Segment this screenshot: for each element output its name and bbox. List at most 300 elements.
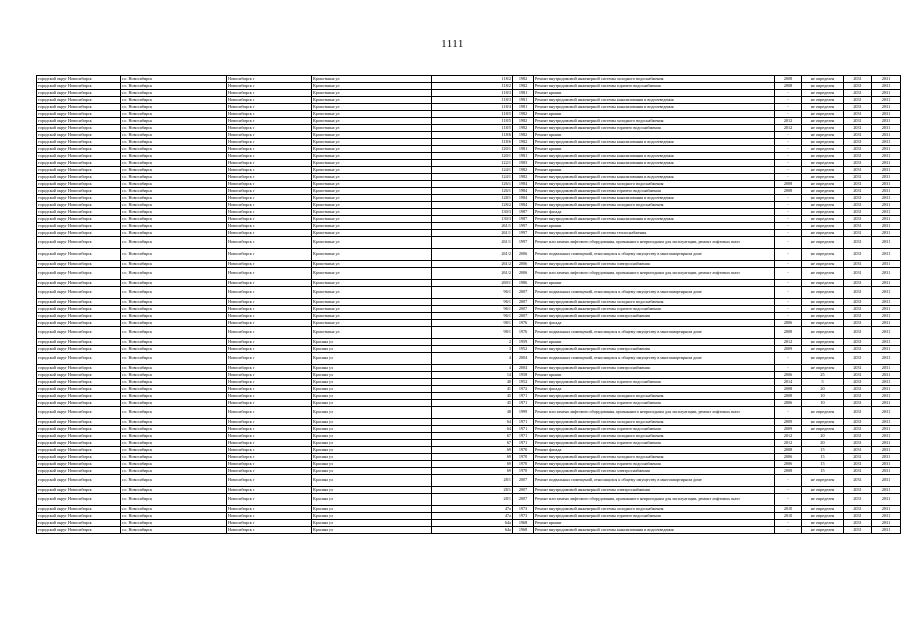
cell-okrug: городской округ Новосибирск [37,97,121,104]
table-row [37,327,901,339]
cell-settlement: г.о. Новосибирск [121,181,227,188]
cell-last-repair-year: - [775,90,802,97]
cell-work-type: Ремонт подвальных помещений, относящихся к общему имуществу в многоквартирном доме [534,327,775,339]
cell-build-year: 1971 [513,400,534,407]
cell-wear: не определен [802,216,844,223]
cell-street: Красина ул [312,372,432,379]
table-row [37,433,901,440]
cell-plan-year-end: 2031 [872,280,901,287]
cell-house: 261/2 [432,261,513,268]
cell-street: Кропоткина ул [312,223,432,230]
cell-settlement: г.о. Новосибирск [121,90,227,97]
cell-okrug: городской округ Новосибирск [37,393,121,400]
cell-build-year: 1971 [513,419,534,426]
cell-street: Красина ул [312,339,432,346]
cell-last-repair-year: 2012 [775,125,802,132]
cell-plan-year-end: 2031 [872,393,901,400]
cell-house: 120/1 [432,146,513,153]
cell-build-year: 2007 [513,494,534,506]
cell-plan-year-end: 2031 [872,447,901,454]
cell-build-year: 1982 [513,118,534,125]
cell-street: Кропоткина ул [312,202,432,209]
cell-work-type: Ремонт крыши [534,146,775,153]
cell-wear: не определен [802,475,844,487]
table-row [37,153,901,160]
cell-okrug: городской округ Новосибирск [37,146,121,153]
cell-city: Новосибирск г [227,426,312,433]
cell-build-year: 1981 [513,153,534,160]
cell-okrug: городской округ Новосибирск [37,320,121,327]
cell-city: Новосибирск г [227,230,312,237]
cell-okrug: городской округ Новосибирск [37,287,121,299]
cell-wear: не определен [802,202,844,209]
cell-street: Красина ул [312,353,432,365]
cell-last-repair-year: 2008 [775,393,802,400]
cell-house: 64 [432,426,513,433]
cell-house: 4 [432,353,513,365]
cell-city: Новосибирск г [227,327,312,339]
cell-wear: не определен [802,327,844,339]
cell-street: Кропоткина ул [312,268,432,280]
cell-plan-year-start: 2031 [844,440,872,447]
cell-city: Новосибирск г [227,111,312,118]
cell-plan-year-end: 2031 [872,520,901,527]
cell-plan-year-end: 2031 [872,181,901,188]
cell-okrug: городской округ Новосибирск [37,513,121,520]
cell-plan-year-end: 2031 [872,454,901,461]
cell-build-year: 1958 [513,372,534,379]
cell-work-type: Ремонт внутридомовой инженерной системы электроснабжения [534,313,775,320]
cell-settlement: г.о. Новосибирск [121,313,227,320]
cell-house: 261/1 [432,223,513,230]
cell-work-type: Ремонт внутридомовой инженерной системы холодного водоснабжения [534,454,775,461]
cell-okrug: городской округ Новосибирск [37,118,121,125]
cell-work-type: Ремонт внутридомовой инженерной системы холодного водоснабжения [534,299,775,306]
cell-settlement: г.о. Новосибирск [121,400,227,407]
cell-city: Новосибирск г [227,365,312,372]
cell-work-type: Ремонт крыши [534,520,775,527]
cell-house: 47а [432,506,513,513]
cell-city: Новосибирск г [227,475,312,487]
cell-plan-year-end: 2031 [872,97,901,104]
cell-last-repair-year: 2008 [775,468,802,475]
cell-street: Кропоткина ул [312,174,432,181]
cell-plan-year-start: 2031 [844,320,872,327]
cell-settlement: г.о. Новосибирск [121,527,227,534]
cell-work-type: Ремонт или замена лифтового оборудования, признанного непригодным для эксплуатации, ремонт лифтовых шахт [534,494,775,506]
cell-okrug: городской округ Новосибирск [37,209,121,216]
cell-build-year: 2004 [513,353,534,365]
cell-okrug: городской округ Новосибирск [37,195,121,202]
page-number: 1111 [441,38,464,50]
cell-work-type: Ремонт крыши [534,339,775,346]
cell-okrug: городской округ Новосибирск [37,407,121,419]
cell-wear: не определен [802,209,844,216]
table-row [37,365,901,372]
cell-plan-year-end: 2031 [872,433,901,440]
cell-plan-year-end: 2031 [872,419,901,426]
cell-street: Кропоткина ул [312,216,432,223]
cell-settlement: г.о. Новосибирск [121,306,227,313]
cell-work-type: Ремонт фасада [534,386,775,393]
cell-okrug: городской округ Новосибирск [37,468,121,475]
cell-plan-year-start: 2031 [844,195,872,202]
cell-last-repair-year: 2006 [775,461,802,468]
cell-plan-year-start: 2031 [844,447,872,454]
table-row [37,513,901,520]
cell-last-repair-year: 2009 [775,426,802,433]
cell-build-year: 2004 [513,365,534,372]
cell-street: Кропоткина ул [312,104,432,111]
cell-plan-year-start: 2031 [844,407,872,419]
cell-settlement: г.о. Новосибирск [121,433,227,440]
cell-work-type: Ремонт внутридомовой инженерной системы горячего водоснабжения [534,400,775,407]
cell-work-type: Ремонт внутридомовой инженерной системы холодного водоснабжения [534,118,775,125]
cell-street: Кропоткина ул [312,181,432,188]
cell-house: 28/1 [432,475,513,487]
cell-wear: не определен [802,339,844,346]
cell-last-repair-year: - [775,287,802,299]
cell-last-repair-year: 2012 [775,440,802,447]
cell-settlement: г.о. Новосибирск [121,372,227,379]
cell-plan-year-end: 2031 [872,339,901,346]
cell-plan-year-start: 2031 [844,468,872,475]
cell-work-type: Ремонт внутридомовой инженерной системы холодного водоснабжения [534,506,775,513]
cell-street: Красина ул [312,400,432,407]
cell-okrug: городской округ Новосибирск [37,527,121,534]
table-row [37,209,901,216]
cell-house: 2 [432,339,513,346]
cell-plan-year-end: 2031 [872,426,901,433]
cell-plan-year-start: 2031 [844,132,872,139]
cell-plan-year-end: 2031 [872,209,901,216]
cell-okrug: городской округ Новосибирск [37,339,121,346]
cell-city: Новосибирск г [227,249,312,261]
cell-okrug: городской округ Новосибирск [37,188,121,195]
cell-city: Новосибирск г [227,433,312,440]
cell-last-repair-year: 2008 [775,447,802,454]
cell-plan-year-start: 2031 [844,313,872,320]
table-row [37,132,901,139]
cell-plan-year-start: 2031 [844,104,872,111]
cell-build-year: 1976 [513,327,534,339]
cell-settlement: г.о. Новосибирск [121,365,227,372]
cell-plan-year-end: 2031 [872,261,901,268]
cell-okrug: городской округ Новосибирск [37,167,121,174]
cell-plan-year-start: 2031 [844,209,872,216]
cell-last-repair-year: 2008 [775,181,802,188]
cell-house: 96/1 [432,287,513,299]
cell-house: 64а [432,527,513,534]
cell-settlement: г.о. Новосибирск [121,76,227,83]
cell-plan-year-start: 2031 [844,494,872,506]
cell-plan-year-end: 2031 [872,346,901,353]
cell-city: Новосибирск г [227,379,312,386]
table-row [37,167,901,174]
table-row [37,407,901,419]
cell-plan-year-start: 2031 [844,299,872,306]
cell-last-repair-year: 2008 [775,76,802,83]
cell-settlement: г.о. Новосибирск [121,160,227,167]
table-row [37,313,901,320]
cell-street: Кропоткина ул [312,167,432,174]
cell-last-repair-year: - [775,487,802,494]
cell-plan-year-start: 2031 [844,506,872,513]
table-row [37,237,901,249]
cell-house: 67 [432,433,513,440]
cell-work-type: Ремонт внутридомовой инженерной системы электроснабжения [534,365,775,372]
cell-house: 126/1 [432,181,513,188]
cell-street: Красина ул [312,487,432,494]
cell-house: 3 [432,346,513,353]
cell-okrug: городской округ Новосибирск [37,153,121,160]
cell-okrug: городской округ Новосибирск [37,83,121,90]
cell-build-year: 1997 [513,237,534,249]
cell-build-year: 1982 [513,76,534,83]
table-row [37,97,901,104]
cell-city: Новосибирск г [227,386,312,393]
cell-last-repair-year: - [775,230,802,237]
cell-city: Новосибирск г [227,268,312,280]
cell-plan-year-end: 2031 [872,287,901,299]
cell-house: 69 [432,447,513,454]
table-row [37,261,901,268]
cell-settlement: г.о. Новосибирск [121,287,227,299]
cell-plan-year-start: 2031 [844,261,872,268]
cell-last-repair-year: - [775,527,802,534]
cell-plan-year-start: 2031 [844,487,872,494]
cell-street: Кропоткина ул [312,97,432,104]
cell-plan-year-end: 2031 [872,160,901,167]
cell-work-type: Ремонт внутридомовой инженерной системы канализования и водоотведения [534,174,775,181]
cell-plan-year-start: 2031 [844,379,872,386]
cell-build-year: 1983 [513,160,534,167]
cell-okrug: городской округ Новосибирск [37,125,121,132]
cell-plan-year-start: 2031 [844,513,872,520]
cell-house: 118/2 [432,76,513,83]
cell-plan-year-end: 2031 [872,372,901,379]
cell-wear: не определен [802,268,844,280]
table-row [37,76,901,83]
cell-wear: не определен [802,111,844,118]
cell-work-type: Ремонт внутридомовой инженерной системы канализования и водоотведения [534,160,775,167]
cell-city: Новосибирск г [227,167,312,174]
cell-build-year: 2007 [513,475,534,487]
cell-build-year: 1968 [513,527,534,534]
cell-city: Новосибирск г [227,468,312,475]
table-row [37,487,901,494]
cell-last-repair-year: - [775,216,802,223]
cell-settlement: г.о. Новосибирск [121,125,227,132]
cell-last-repair-year: - [775,139,802,146]
cell-okrug: городской округ Новосибирск [37,202,121,209]
cell-house: 98/1 [432,327,513,339]
cell-house: 261/1 [432,237,513,249]
cell-plan-year-end: 2031 [872,153,901,160]
cell-wear: не определен [802,280,844,287]
table-row [37,125,901,132]
cell-city: Новосибирск г [227,90,312,97]
cell-wear: не определен [802,139,844,146]
cell-last-repair-year: 2010 [775,506,802,513]
cell-house: 96/1 [432,299,513,306]
cell-last-repair-year: 2006 [775,454,802,461]
cell-work-type: Ремонт внутридомовой инженерной системы канализования и водоотведения [534,527,775,534]
cell-settlement: г.о. Новосибирск [121,454,227,461]
cell-build-year: 1987 [513,209,534,216]
cell-wear: не определен [802,188,844,195]
cell-plan-year-end: 2031 [872,268,901,280]
cell-street: Красина ул [312,494,432,506]
cell-street: Кропоткина ул [312,261,432,268]
cell-street: Кропоткина ул [312,118,432,125]
table-row [37,346,901,353]
cell-build-year: 1970 [513,447,534,454]
cell-work-type: Ремонт внутридомовой инженерной системы канализования и водоотведения [534,195,775,202]
cell-city: Новосибирск г [227,153,312,160]
cell-house: 118/2 [432,83,513,90]
cell-settlement: г.о. Новосибирск [121,237,227,249]
cell-settlement: г.о. Новосибирск [121,353,227,365]
cell-build-year: 1970 [513,468,534,475]
cell-plan-year-end: 2031 [872,223,901,230]
cell-last-repair-year: - [775,268,802,280]
table-row [37,520,901,527]
cell-settlement: г.о. Новосибирск [121,146,227,153]
cell-settlement: г.о. Новосибирск [121,386,227,393]
cell-okrug: городской округ Новосибирск [37,313,121,320]
cell-plan-year-end: 2031 [872,313,901,320]
cell-build-year: 1971 [513,440,534,447]
cell-last-repair-year: 2009 [775,346,802,353]
cell-build-year: 1952 [513,379,534,386]
cell-plan-year-start: 2031 [844,426,872,433]
cell-wear: не определен [802,353,844,365]
cell-settlement: г.о. Новосибирск [121,299,227,306]
cell-wear: не определен [802,223,844,230]
table-row [37,230,901,237]
cell-street: Кропоткина ул [312,153,432,160]
cell-house: 98/1 [432,320,513,327]
cell-city: Новосибирск г [227,494,312,506]
cell-street: Красина ул [312,468,432,475]
cell-plan-year-end: 2031 [872,90,901,97]
cell-work-type: Ремонт крыши [534,132,775,139]
cell-work-type: Ремонт крыши [534,167,775,174]
cell-work-type: Ремонт внутридомовой инженерной системы горячего водоснабжения [534,125,775,132]
cell-plan-year-start: 2031 [844,454,872,461]
cell-last-repair-year: - [775,299,802,306]
cell-plan-year-start: 2031 [844,365,872,372]
cell-settlement: г.о. Новосибирск [121,153,227,160]
cell-settlement: г.о. Новосибирск [121,195,227,202]
cell-build-year: 1982 [513,125,534,132]
cell-wear: не определен [802,160,844,167]
cell-settlement: г.о. Новосибирск [121,447,227,454]
cell-house: 45 [432,393,513,400]
cell-street: Кропоткина ул [312,237,432,249]
cell-settlement: г.о. Новосибирск [121,494,227,506]
cell-build-year: 2007 [513,306,534,313]
cell-build-year: 1952 [513,346,534,353]
cell-plan-year-end: 2031 [872,487,901,494]
cell-build-year: 1972 [513,386,534,393]
table-row [37,249,901,261]
cell-build-year: 2007 [513,299,534,306]
cell-plan-year-start: 2031 [844,327,872,339]
cell-build-year: 2007 [513,487,534,494]
cell-plan-year-end: 2031 [872,188,901,195]
cell-house: 45 [432,400,513,407]
cell-build-year: 1973 [513,506,534,513]
cell-build-year: 2006 [513,261,534,268]
cell-wear: не определен [802,306,844,313]
cell-wear: не определен [802,174,844,181]
cell-work-type: Ремонт подвальных помещений, относящихся к общему имуществу в многоквартирном доме [534,353,775,365]
cell-city: Новосибирск г [227,407,312,419]
cell-plan-year-start: 2031 [844,393,872,400]
cell-street: Кропоткина ул [312,146,432,153]
table-row [37,280,901,287]
cell-build-year: 1986 [513,280,534,287]
cell-house: 64а [432,520,513,527]
cell-city: Новосибирск г [227,237,312,249]
cell-plan-year-end: 2031 [872,237,901,249]
cell-wear: не определен [802,195,844,202]
cell-city: Новосибирск г [227,461,312,468]
cell-city: Новосибирск г [227,280,312,287]
cell-okrug: городской округ Новосибирск [37,181,121,188]
table-row [37,268,901,280]
cell-street: Кропоткина ул [312,299,432,306]
cell-plan-year-end: 2031 [872,216,901,223]
cell-okrug: городской округ Новосибирск [37,506,121,513]
cell-wear: не определен [802,513,844,520]
cell-street: Красина ул [312,475,432,487]
cell-settlement: г.о. Новосибирск [121,407,227,419]
cell-city: Новосибирск г [227,447,312,454]
cell-settlement: г.о. Новосибирск [121,320,227,327]
cell-house: 261/2 [432,268,513,280]
cell-work-type: Ремонт или замена лифтового оборудования, признанного непригодным для эксплуатации, ремонт лифтовых шахт [534,237,775,249]
table-row [37,419,901,426]
table-row [37,160,901,167]
cell-okrug: городской округ Новосибирск [37,223,121,230]
cell-street: Красина ул [312,520,432,527]
cell-street: Кропоткина ул [312,111,432,118]
cell-last-repair-year: - [775,249,802,261]
cell-work-type: Ремонт внутридомовой инженерной системы холодного водоснабжения [534,433,775,440]
cell-plan-year-start: 2031 [844,174,872,181]
cell-wear: не определен [802,132,844,139]
cell-work-type: Ремонт внутридомовой инженерной системы горячего водоснабжения [534,379,775,386]
cell-settlement: г.о. Новосибирск [121,268,227,280]
cell-okrug: городской округ Новосибирск [37,216,121,223]
cell-plan-year-end: 2031 [872,306,901,313]
cell-plan-year-end: 2031 [872,230,901,237]
cell-wear: не определен [802,83,844,90]
cell-wear: не определен [802,76,844,83]
cell-plan-year-start: 2031 [844,268,872,280]
table-row [37,104,901,111]
cell-build-year: 1982 [513,132,534,139]
cell-city: Новосибирск г [227,393,312,400]
cell-street: Красина ул [312,426,432,433]
cell-plan-year-start: 2031 [844,118,872,125]
table-row [37,454,901,461]
cell-settlement: г.о. Новосибирск [121,83,227,90]
cell-city: Новосибирск г [227,146,312,153]
